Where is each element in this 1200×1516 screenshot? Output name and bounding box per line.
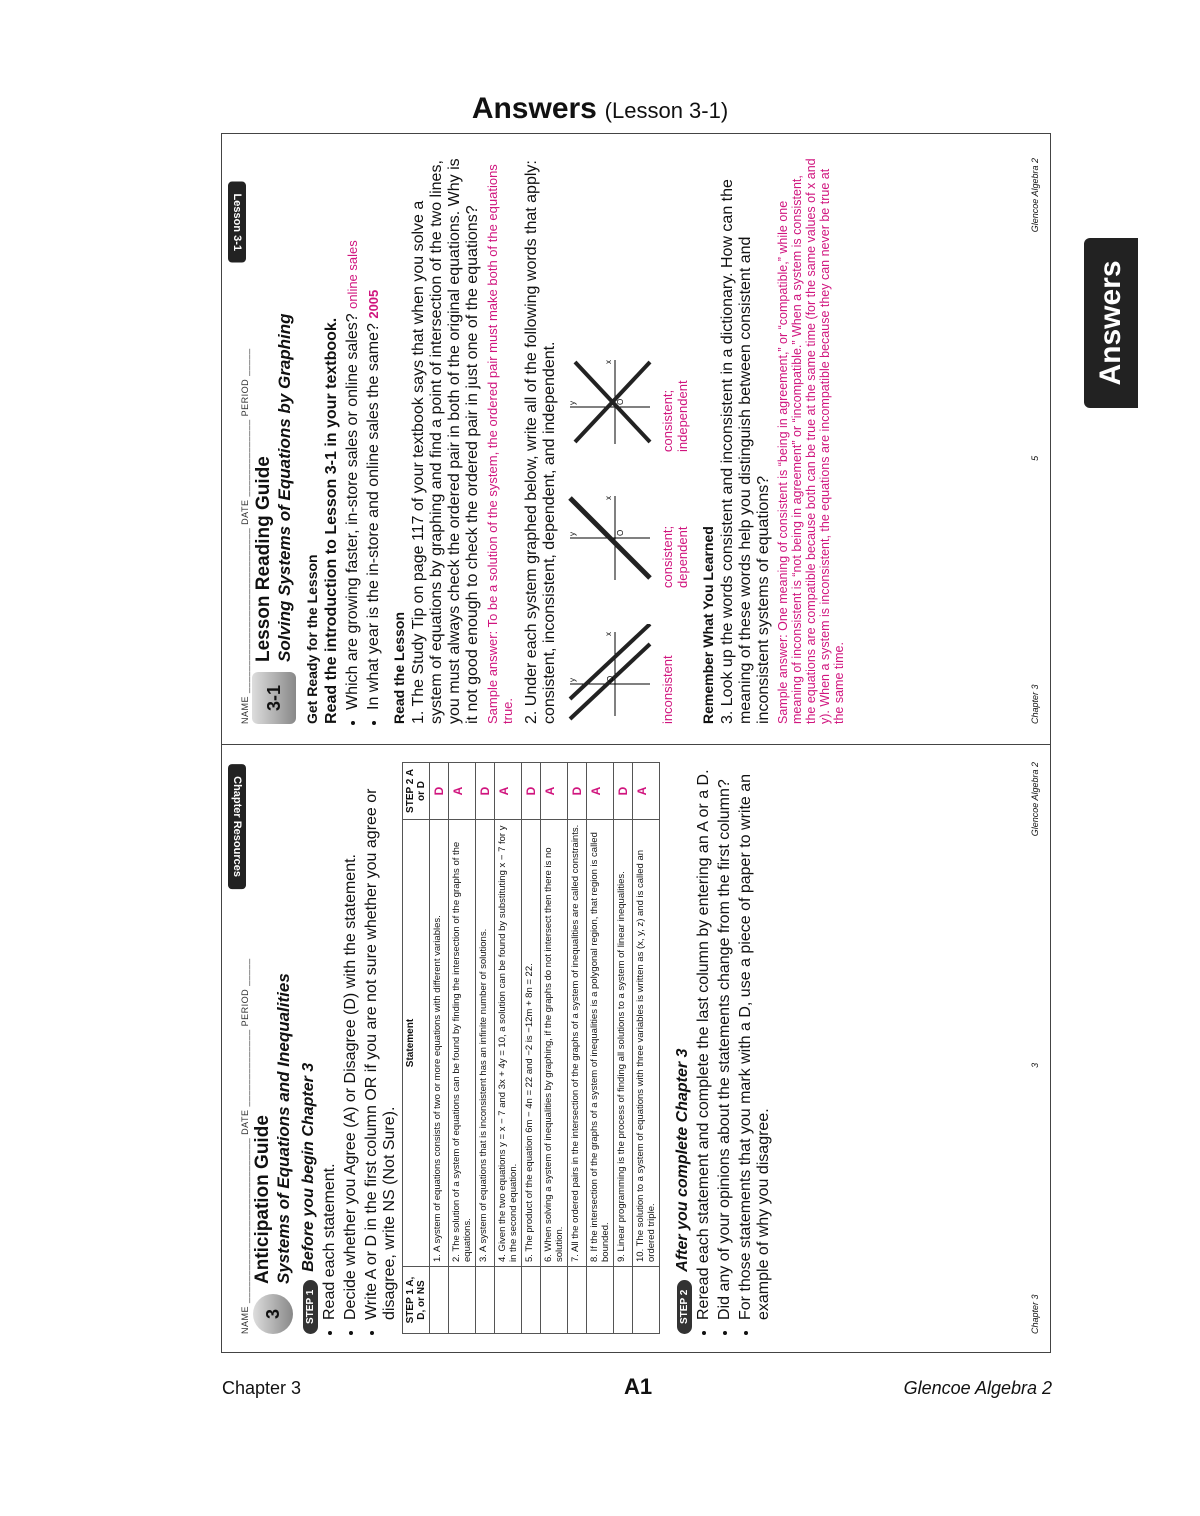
- table-row: [614, 763, 633, 1334]
- answer-year: 2005: [366, 289, 381, 319]
- step1-cell: [495, 1267, 522, 1334]
- chapter-number-badge: 3: [253, 1294, 293, 1334]
- step2-heading: After you complete Chapter 3: [674, 1048, 691, 1272]
- statement-cell: 3. A system of equations that is inconsistent has an infinite number of solutions.: [476, 820, 495, 1267]
- get-ready-heading: Get Ready for the Lesson: [304, 554, 320, 724]
- reading-guide-title: Lesson Reading Guide: [253, 456, 274, 662]
- step1-cell: [568, 1267, 587, 1334]
- table-row: [587, 763, 614, 1334]
- svg-text:y: y: [568, 532, 577, 536]
- rotated-pages-frame: [221, 133, 1051, 1353]
- step1-badge: STEP 1: [303, 1280, 318, 1334]
- step2-answer-cell: D: [568, 763, 587, 820]
- table-row: [476, 763, 495, 1334]
- graph-1-label: inconsistent: [660, 655, 675, 724]
- answer-3: Sample answer: One meaning of consistent is “being in agreement,” or “compatible,” while one meaning of inconsistent is “not being in agreement” or “incompatible.” When a system is consistent, the equations are compatible because both can be true at the same time (for the same values of x and y). When a system is inconsistent, the equations are incompatible because they can never be true at the same time.: [776, 158, 846, 724]
- statement-cell: 5. The product of the equation 6m − 4n = 22 and −2 is −12m + 8n = 22.: [522, 820, 541, 1267]
- anticipation-page-footer: Chapter 3 3 Glencoe Algebra 2: [1030, 762, 1040, 1334]
- footer-chapter: Chapter 3: [222, 1378, 302, 1398]
- step2-answer-cell: A: [633, 763, 660, 820]
- table-row: [541, 763, 568, 1334]
- step2-bullet-1: • Reread each statement and complete the last column by entering an A or a D.: [695, 762, 713, 1320]
- step2-answer-cell: D: [430, 763, 449, 820]
- graph-independent-svg: [565, 352, 655, 452]
- statement-cell: 10. The solution to a system of equations with three variables is written as (x, y, z) and is called an ordered triple.: [633, 820, 660, 1267]
- graph-row: [565, 158, 690, 724]
- lesson-tab: Lesson 3-1: [228, 182, 246, 263]
- anticipation-title: Anticipation Guide: [252, 1115, 273, 1284]
- answer-sales: online sales: [345, 240, 360, 309]
- step2-answer-cell: A: [587, 763, 614, 820]
- svg-text:x: x: [604, 360, 613, 364]
- step1-cell: [449, 1267, 476, 1334]
- svg-text:x: x: [604, 496, 613, 500]
- get-ready-intro: Read the introduction to Lesson 3-1 in your textbook.: [323, 317, 340, 724]
- statement-cell: 1. A system of equations consists of two or more equations with different variables.: [430, 820, 449, 1267]
- reading-guide-page: [222, 142, 1048, 742]
- table-row: [449, 763, 476, 1334]
- step2-answer-cell: A: [449, 763, 476, 820]
- step1-cell: [476, 1267, 495, 1334]
- step1-heading: Before you begin Chapter 3: [300, 1062, 317, 1272]
- footer-page-number: A1: [623, 1374, 653, 1399]
- svg-text:y: y: [568, 678, 577, 682]
- statement-cell: 4. Given the two equations y = x − 7 and 3x + 4y = 10, a solution can be found by substituting x − 7 for y in the second equation.: [495, 820, 522, 1267]
- step2-answer-cell: D: [476, 763, 495, 820]
- question-1: 1. The Study Tip on page 117 of your textbook says that when you solve a system of equations by graphing and find a point of intersection of the two lines, you must always check the ordered pair in both of the original equations. Why is it not good enough to check the ordered pair in just one of the equations?: [410, 158, 481, 724]
- page-divider: [222, 744, 1050, 745]
- anticipation-table: [402, 762, 660, 1334]
- question-sales: • Which are growing faster, in-store sales or online sales? online sales: [344, 158, 362, 710]
- lesson-number-badge: 3-1: [252, 672, 296, 724]
- answers-side-tab-label: Answers: [1094, 260, 1127, 386]
- anticipation-subtitle: Systems of Equations and Inequalities: [274, 973, 293, 1284]
- step2-bullet-2: • Did any of your opinions about the statements change from the first column?: [716, 762, 734, 1320]
- statement-cell: 7. All the ordered pairs in the intersection of the graphs of a system of inequalities are called constraints.: [568, 820, 587, 1267]
- svg-text:O: O: [616, 398, 625, 405]
- table-row: [568, 763, 587, 1334]
- reading-page-footer: Chapter 3 5 Glencoe Algebra 2: [1030, 158, 1040, 724]
- anticipation-page: [222, 746, 1048, 1352]
- statement-cell: 6. When solving a system of inequalities by graphing, if the graphs do not intersect then there is no solution.: [541, 820, 568, 1267]
- step1-bullet-1: • Read each statement.: [321, 762, 339, 1320]
- step1-cell: [614, 1267, 633, 1334]
- svg-text:x: x: [604, 632, 613, 636]
- step2-answer-cell: D: [614, 763, 633, 820]
- step1-cell: [430, 1267, 449, 1334]
- header-lesson: (Lesson 3-1): [604, 98, 729, 123]
- question-year: • In what year is the in-store and online sales the same? 2005: [365, 158, 383, 710]
- svg-text:O: O: [616, 529, 625, 536]
- step2-answer-cell: A: [541, 763, 568, 820]
- table-row: [495, 763, 522, 1334]
- reading-guide-subtitle: Solving Systems of Equations by Graphing: [275, 313, 294, 662]
- statement-cell: 8. If the intersection of the graphs of a system of inequalities is a polygonal region, that region is called bounded.: [587, 820, 614, 1267]
- step1-cell: [541, 1267, 568, 1334]
- col-step2: STEP 2 A or D: [403, 763, 430, 820]
- graph-independent: [565, 342, 690, 452]
- question-2: 2. Under each system graphed below, write all of the following words that apply: consistent, inconsistent, dependent, and independent.: [523, 160, 558, 724]
- page-header: [0, 92, 1200, 126]
- svg-text:y: y: [568, 401, 577, 405]
- read-lesson-heading: Read the Lesson: [391, 611, 407, 724]
- statement-cell: 2. The solution of a system of equations can be found by finding the intersection of the graphs of the equations.: [449, 820, 476, 1267]
- header-title: Answers: [471, 92, 597, 125]
- graph-dependent-svg: [565, 488, 655, 588]
- table-row: [430, 763, 449, 1334]
- statement-cell: 9. Linear programming is the process of finding all solutions to a system of linear inequalities.: [614, 820, 633, 1267]
- step2-badge: STEP 2: [677, 1280, 692, 1334]
- graph-inconsistent: [565, 614, 690, 724]
- step1-bullet-2: • Decide whether you Agree (A) or Disagree (D) with the statement.: [342, 762, 360, 1320]
- chapter-resources-tab: Chapter Resources: [228, 764, 246, 889]
- anticipation-name-line: NAME ______________________________ DATE ______________ PERIOD _____: [240, 958, 250, 1334]
- step2-answer-cell: A: [495, 763, 522, 820]
- step1-cell: [633, 1267, 660, 1334]
- col-step1: STEP 1 A, D, or NS: [403, 1267, 430, 1334]
- graph-2-label: consistent; dependent: [660, 525, 690, 588]
- answers-side-tab: [1084, 238, 1138, 408]
- table-row: [522, 763, 541, 1334]
- step2-bullet-3: • For those statements that you mark with a D, use a piece of paper to write an example of why you disagree.: [737, 762, 773, 1320]
- graph-dependent: [565, 478, 690, 588]
- step1-bullet-3: • Write A or D in the first column OR if you are not sure whether you agree or disagree, write NS (Not Sure).: [363, 762, 399, 1320]
- remember-heading: Remember What You Learned: [700, 526, 716, 724]
- graph-3-label: consistent; independent: [660, 380, 690, 452]
- question-3: 3. Look up the words consistent and inconsistent in a dictionary. How can the meaning of these words help you distinguish between consistent and inconsistent systems of equations?: [719, 179, 772, 724]
- reading-name-line: NAME ______________________________ DATE ______________ PERIOD _____: [240, 348, 250, 724]
- step1-cell: [522, 1267, 541, 1334]
- graph-inconsistent-svg: [565, 624, 655, 724]
- col-statement: Statement: [403, 820, 430, 1267]
- step2-answer-cell: D: [522, 763, 541, 820]
- answer-1: Sample answer: To be a solution of the system, the ordered pair must make both of the equations true.: [485, 164, 515, 724]
- svg-text:O: O: [606, 675, 615, 682]
- footer-book: Glencoe Algebra 2: [903, 1378, 1052, 1398]
- step1-cell: [587, 1267, 614, 1334]
- table-row: [633, 763, 660, 1334]
